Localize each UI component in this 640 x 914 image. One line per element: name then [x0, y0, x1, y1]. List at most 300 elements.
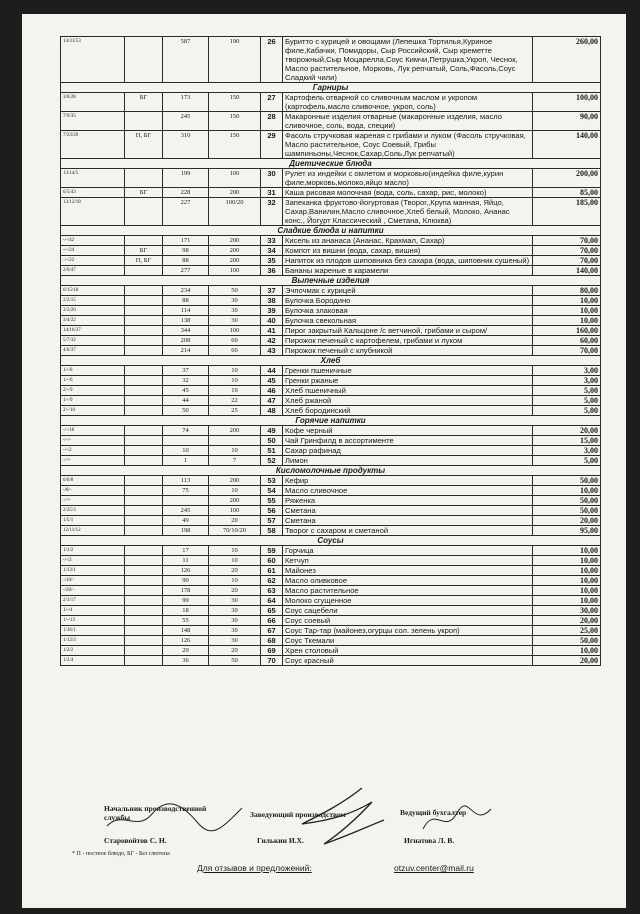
code-cell: 13/14/5: [61, 169, 125, 188]
code-cell: 2/9/47: [61, 266, 125, 276]
name-cell: Соус Ткемали: [283, 636, 533, 646]
qty-cell: [209, 436, 261, 446]
name-cell: Пирожок печеный с картофелем, грибами и луком: [283, 336, 533, 346]
qty-cell: 150: [209, 131, 261, 159]
menu-row: [61, 236, 601, 246]
name-cell: Хлеб пшеничный: [283, 386, 533, 396]
menu-row: [61, 316, 601, 326]
code-cell: 1/-/9: [61, 396, 125, 406]
qty-cell: 10: [209, 446, 261, 456]
num-cell: 31: [261, 188, 283, 198]
name-cell: Буритто с курицей и овощами (Лепешка Тортилья,Куриное филе,Кабачки, Помидоры, Сыр Российский, Сыр креметте творожный,Сыр Моцарелла,Соус Кимчи,Петрушка,Укроп, Чеснок, Масло растительное, Морковь, Лук репчатый, Соль,Фасоль,Соус Сладкий чили): [283, 37, 533, 83]
num-cell: 49: [261, 426, 283, 436]
name-cell: Булочка Бородино: [283, 296, 533, 306]
qty-cell: 30: [209, 606, 261, 616]
name-cell: Фасоль стручковая жареная с грибами и луком (Фасоль стручковая, Масло растительное, Соус Соевый, Грибы шампиньоны,Чеснок,Сахар,Соль,Лук репчатый): [283, 131, 533, 159]
code-cell: 3/4/22: [61, 316, 125, 326]
num-cell: 68: [261, 636, 283, 646]
weight-cell: 44: [163, 396, 209, 406]
code-cell: 2/-/10: [61, 406, 125, 416]
mark-cell: [125, 516, 163, 526]
num-cell: 36: [261, 266, 283, 276]
name-cell: Кофе черный: [283, 426, 533, 436]
num-cell: 55: [261, 496, 283, 506]
qty-cell: 50: [209, 656, 261, 666]
qty-cell: 10: [209, 576, 261, 586]
menu-row: [61, 426, 601, 436]
weight-cell: [163, 436, 209, 446]
code-cell: 7/23/20: [61, 131, 125, 159]
menu-row: [61, 566, 601, 576]
price-cell: 10,00: [533, 566, 601, 576]
code-cell: 1/-/8: [61, 366, 125, 376]
weight-cell: 37: [163, 366, 209, 376]
mark-cell: [125, 286, 163, 296]
menu-row: [61, 326, 601, 336]
price-cell: 3,00: [533, 376, 601, 386]
code-cell: 1/-/6: [61, 376, 125, 386]
num-cell: 66: [261, 616, 283, 626]
qty-cell: 10: [209, 486, 261, 496]
manager-label: Заведующий производством: [250, 810, 346, 819]
qty-cell: 150: [209, 93, 261, 112]
price-cell: 90,00: [533, 112, 601, 131]
name-cell: Лимон: [283, 456, 533, 466]
name-cell: Майонез: [283, 566, 533, 576]
price-cell: 50,00: [533, 476, 601, 486]
code-cell: 13/12/18: [61, 198, 125, 226]
menu-row: [61, 198, 601, 226]
num-cell: 56: [261, 506, 283, 516]
num-cell: 54: [261, 486, 283, 496]
mark-cell: [125, 556, 163, 566]
mark-cell: [125, 566, 163, 576]
menu-row: [61, 112, 601, 131]
menu-row: [61, 556, 601, 566]
code-cell: -/-/2: [61, 446, 125, 456]
code-cell: -/-/-: [61, 496, 125, 506]
weight-cell: 29: [163, 646, 209, 656]
menu-row: [61, 188, 601, 198]
code-cell: -/8/-: [61, 486, 125, 496]
legend-note: * П - постное блюдо, БГ - Без глютена: [72, 851, 170, 857]
section-header: [61, 83, 601, 93]
section-title: Выпечные изделия: [61, 276, 601, 286]
code-cell: -/-/18: [61, 426, 125, 436]
name-cell: Кетчуп: [283, 556, 533, 566]
name-cell: Соус соевый: [283, 616, 533, 626]
mark-cell: [125, 376, 163, 386]
price-cell: 80,00: [533, 286, 601, 296]
price-cell: 10,00: [533, 586, 601, 596]
price-cell: 25,00: [533, 626, 601, 636]
weight-cell: 126: [163, 636, 209, 646]
qty-cell: 30: [209, 306, 261, 316]
price-cell: 10,00: [533, 646, 601, 656]
name-cell: Булочка свекольная: [283, 316, 533, 326]
num-cell: 33: [261, 236, 283, 246]
code-cell: 7/9/35: [61, 112, 125, 131]
weight-cell: 18: [163, 606, 209, 616]
name-cell: Гренки пшеничные: [283, 366, 533, 376]
price-cell: 140,00: [533, 131, 601, 159]
mark-cell: [125, 169, 163, 188]
price-cell: 160,00: [533, 326, 601, 336]
mark-cell: [125, 636, 163, 646]
code-cell: 6/5/43: [61, 188, 125, 198]
weight-cell: 227: [163, 198, 209, 226]
qty-cell: 200: [209, 188, 261, 198]
code-cell: 1/12/3: [61, 636, 125, 646]
menu-row: [61, 626, 601, 636]
code-cell: -/20/-: [61, 586, 125, 596]
num-cell: 61: [261, 566, 283, 576]
price-cell: 50,00: [533, 496, 601, 506]
code-cell: 4/6/37: [61, 346, 125, 356]
qty-cell: 60: [209, 346, 261, 356]
price-cell: 10,00: [533, 576, 601, 586]
section-header: [61, 276, 601, 286]
mark-cell: [125, 316, 163, 326]
mark-cell: БГ: [125, 246, 163, 256]
code-cell: 6/15/18: [61, 286, 125, 296]
num-cell: 47: [261, 396, 283, 406]
price-cell: 70,00: [533, 346, 601, 356]
weight-cell: 75: [163, 486, 209, 496]
price-cell: 60,00: [533, 336, 601, 346]
menu-row: [61, 486, 601, 496]
menu-row: [61, 246, 601, 256]
code-cell: 2/2/15: [61, 296, 125, 306]
menu-table: [60, 36, 601, 666]
menu-row: [61, 306, 601, 316]
name-cell: Булочка злаковая: [283, 306, 533, 316]
mark-cell: [125, 626, 163, 636]
code-cell: 1/16/1: [61, 626, 125, 636]
weight-cell: 228: [163, 188, 209, 198]
menu-row: [61, 616, 601, 626]
weight-cell: 199: [163, 169, 209, 188]
weight-cell: 245: [163, 112, 209, 131]
menu-row: [61, 406, 601, 416]
name-cell: Пирожок печеный с клубникой: [283, 346, 533, 356]
price-cell: 95,00: [533, 526, 601, 536]
mark-cell: [125, 366, 163, 376]
section-title: Хлеб: [61, 356, 601, 366]
num-cell: 46: [261, 386, 283, 396]
name-cell: Хлеб бородинский: [283, 406, 533, 416]
name-cell: Творог с сахаром и сметаной: [283, 526, 533, 536]
num-cell: 52: [261, 456, 283, 466]
qty-cell: 10: [209, 366, 261, 376]
menu-row: [61, 346, 601, 356]
weight-cell: 32: [163, 376, 209, 386]
section-header: [61, 416, 601, 426]
name-cell: Масло оливковое: [283, 576, 533, 586]
menu-row: [61, 376, 601, 386]
weight-cell: 245: [163, 506, 209, 516]
code-cell: 1/-/13: [61, 616, 125, 626]
name-cell: Сметана: [283, 506, 533, 516]
num-cell: 30: [261, 169, 283, 188]
price-cell: 50,00: [533, 506, 601, 516]
qty-cell: 30: [209, 316, 261, 326]
mark-cell: [125, 296, 163, 306]
price-cell: 10,00: [533, 596, 601, 606]
mark-cell: [125, 526, 163, 536]
qty-cell: 200: [209, 496, 261, 506]
code-cell: 1/13/1: [61, 566, 125, 576]
num-cell: 65: [261, 606, 283, 616]
num-cell: 50: [261, 436, 283, 446]
code-cell: -/-/2: [61, 556, 125, 566]
section-header: [61, 159, 601, 169]
price-cell: 20,00: [533, 426, 601, 436]
price-cell: 15,00: [533, 436, 601, 446]
mark-cell: [125, 326, 163, 336]
mark-cell: П, БГ: [125, 131, 163, 159]
section-header: [61, 226, 601, 236]
qty-cell: 20: [209, 516, 261, 526]
weight-cell: 10: [163, 446, 209, 456]
mark-cell: [125, 646, 163, 656]
menu-row: [61, 296, 601, 306]
name-cell: Пирог закрытый Кальцоне /с ветчиной, грибами и сыром/: [283, 326, 533, 336]
menu-row: [61, 386, 601, 396]
num-cell: 35: [261, 256, 283, 266]
code-cell: 1/1/2: [61, 546, 125, 556]
code-cell: 1/2/2: [61, 646, 125, 656]
mark-cell: [125, 616, 163, 626]
num-cell: 44: [261, 366, 283, 376]
weight-cell: 11: [163, 556, 209, 566]
name-cell: Сметана: [283, 516, 533, 526]
menu-row: [61, 366, 601, 376]
num-cell: 48: [261, 406, 283, 416]
num-cell: 45: [261, 376, 283, 386]
menu-row: [61, 606, 601, 616]
menu-row: [61, 286, 601, 296]
price-cell: 185,00: [533, 198, 601, 226]
qty-cell: 19: [209, 386, 261, 396]
qty-cell: 200: [209, 256, 261, 266]
section-title: Кисломолочные продукты: [61, 466, 601, 476]
qty-cell: 20: [209, 586, 261, 596]
weight-cell: 114: [163, 306, 209, 316]
code-cell: -/10/-: [61, 576, 125, 586]
code-cell: -/-/-: [61, 456, 125, 466]
code-cell: 14/31/53: [61, 37, 125, 83]
mark-cell: [125, 576, 163, 586]
code-cell: 6/6/8: [61, 476, 125, 486]
price-cell: 5,00: [533, 386, 601, 396]
num-cell: 29: [261, 131, 283, 159]
price-cell: 10,00: [533, 316, 601, 326]
qty-cell: 10: [209, 556, 261, 566]
num-cell: 70: [261, 656, 283, 666]
name-cell: Масло сливочное: [283, 486, 533, 496]
name-cell: Хрен столовый: [283, 646, 533, 656]
mark-cell: [125, 446, 163, 456]
mark-cell: [125, 436, 163, 446]
qty-cell: 10: [209, 376, 261, 386]
qty-cell: 22: [209, 396, 261, 406]
num-cell: 57: [261, 516, 283, 526]
name-cell: Молоко сгущенное: [283, 596, 533, 606]
qty-cell: 100/20: [209, 198, 261, 226]
qty-cell: 7: [209, 456, 261, 466]
weight-cell: 1: [163, 456, 209, 466]
qty-cell: 200: [209, 236, 261, 246]
section-title: Диетические блюда: [61, 159, 601, 169]
weight-cell: 171: [163, 236, 209, 246]
num-cell: 51: [261, 446, 283, 456]
price-cell: 5,00: [533, 396, 601, 406]
price-cell: 3,00: [533, 446, 601, 456]
menu-row: [61, 526, 601, 536]
qty-cell: 50: [209, 286, 261, 296]
num-cell: 40: [261, 316, 283, 326]
weight-cell: 45: [163, 386, 209, 396]
section-title: Горячие напитки: [61, 416, 601, 426]
name-cell: Гренки ржаные: [283, 376, 533, 386]
price-cell: 50,00: [533, 636, 601, 646]
price-cell: 10,00: [533, 556, 601, 566]
menu-row: [61, 396, 601, 406]
mark-cell: [125, 236, 163, 246]
weight-cell: 55: [163, 616, 209, 626]
qty-cell: 30: [209, 616, 261, 626]
code-cell: 5/7/32: [61, 336, 125, 346]
section-title: Гарниры: [61, 83, 601, 93]
price-cell: 70,00: [533, 236, 601, 246]
code-cell: 2/3/17: [61, 596, 125, 606]
price-cell: 20,00: [533, 656, 601, 666]
mark-cell: [125, 386, 163, 396]
weight-cell: 178: [163, 586, 209, 596]
mark-cell: [125, 336, 163, 346]
signature-head: [102, 792, 252, 842]
qty-cell: 70/10/20: [209, 526, 261, 536]
mark-cell: [125, 266, 163, 276]
signature-manager: [272, 784, 412, 854]
num-cell: 60: [261, 556, 283, 566]
name-cell: Соус красный: [283, 656, 533, 666]
menu-row: [61, 131, 601, 159]
price-cell: 70,00: [533, 246, 601, 256]
num-cell: 43: [261, 346, 283, 356]
price-cell: 100,00: [533, 93, 601, 112]
qty-cell: 190: [209, 37, 261, 83]
weight-cell: 214: [163, 346, 209, 356]
weight-cell: 138: [163, 316, 209, 326]
mark-cell: [125, 37, 163, 83]
menu-row: [61, 476, 601, 486]
name-cell: Рулет из индейки с омлетом и морковью(индейка филе,курин филе,морковь,молоко,яйцо масло): [283, 169, 533, 188]
code-cell: -/-/22: [61, 256, 125, 266]
qty-cell: 100: [209, 169, 261, 188]
weight-cell: 88: [163, 256, 209, 266]
code-cell: 12/11/12: [61, 526, 125, 536]
name-cell: Кисель из ананаса (Ананас, Крахмал, Сахар): [283, 236, 533, 246]
menu-row: [61, 446, 601, 456]
code-cell: 2/25/3: [61, 506, 125, 516]
num-cell: 39: [261, 306, 283, 316]
name-cell: Соус Тар-тар (майонез,огурцы сол. зелень укроп): [283, 626, 533, 636]
menu-row: [61, 266, 601, 276]
mark-cell: [125, 546, 163, 556]
mark-cell: [125, 496, 163, 506]
code-cell: 3/3/20: [61, 306, 125, 316]
price-cell: 30,00: [533, 606, 601, 616]
num-cell: 62: [261, 576, 283, 586]
mark-cell: [125, 506, 163, 516]
num-cell: 58: [261, 526, 283, 536]
num-cell: 27: [261, 93, 283, 112]
manager-name: Гилькин И.Х.: [257, 836, 304, 845]
weight-cell: 310: [163, 131, 209, 159]
price-cell: 70,00: [533, 256, 601, 266]
qty-cell: 25: [209, 406, 261, 416]
menu-row: [61, 546, 601, 556]
mark-cell: [125, 476, 163, 486]
price-cell: 20,00: [533, 516, 601, 526]
price-cell: 3,00: [533, 366, 601, 376]
menu-row: [61, 496, 601, 506]
mark-cell: [125, 486, 163, 496]
menu-row: [61, 576, 601, 586]
weight-cell: 88: [163, 296, 209, 306]
qty-cell: 60: [209, 336, 261, 346]
qty-cell: 10: [209, 546, 261, 556]
menu-row: [61, 586, 601, 596]
name-cell: Бананы жареные в карамели: [283, 266, 533, 276]
price-cell: 20,00: [533, 616, 601, 626]
weight-cell: 74: [163, 426, 209, 436]
num-cell: 64: [261, 596, 283, 606]
price-cell: 85,00: [533, 188, 601, 198]
mark-cell: П, БГ: [125, 256, 163, 266]
mark-cell: [125, 456, 163, 466]
head-name: Старовойтов С. Н.: [104, 836, 167, 845]
mark-cell: [125, 586, 163, 596]
num-cell: 67: [261, 626, 283, 636]
feedback-email[interactable]: otzuv.center@mail.ru: [394, 863, 474, 873]
mark-cell: БГ: [125, 93, 163, 112]
section-title: Соусы: [61, 536, 601, 546]
qty-cell: 150: [209, 112, 261, 131]
weight-cell: 49: [163, 516, 209, 526]
name-cell: Компот из вишни (вода, сахар, вишня): [283, 246, 533, 256]
weight-cell: 234: [163, 286, 209, 296]
qty-cell: 100: [209, 326, 261, 336]
num-cell: 26: [261, 37, 283, 83]
weight-cell: 36: [163, 656, 209, 666]
price-cell: 260,00: [533, 37, 601, 83]
code-cell: 3/6/28: [61, 93, 125, 112]
menu-row: [61, 336, 601, 346]
menu-row: [61, 646, 601, 656]
menu-row: [61, 93, 601, 112]
weight-cell: [163, 496, 209, 506]
price-cell: 200,00: [533, 169, 601, 188]
num-cell: 28: [261, 112, 283, 131]
name-cell: Сахар рафинад: [283, 446, 533, 456]
price-cell: 5,00: [533, 456, 601, 466]
menu-row: [61, 456, 601, 466]
qty-cell: 200: [209, 476, 261, 486]
accountant-name: Игнатова Л. В.: [404, 836, 455, 845]
